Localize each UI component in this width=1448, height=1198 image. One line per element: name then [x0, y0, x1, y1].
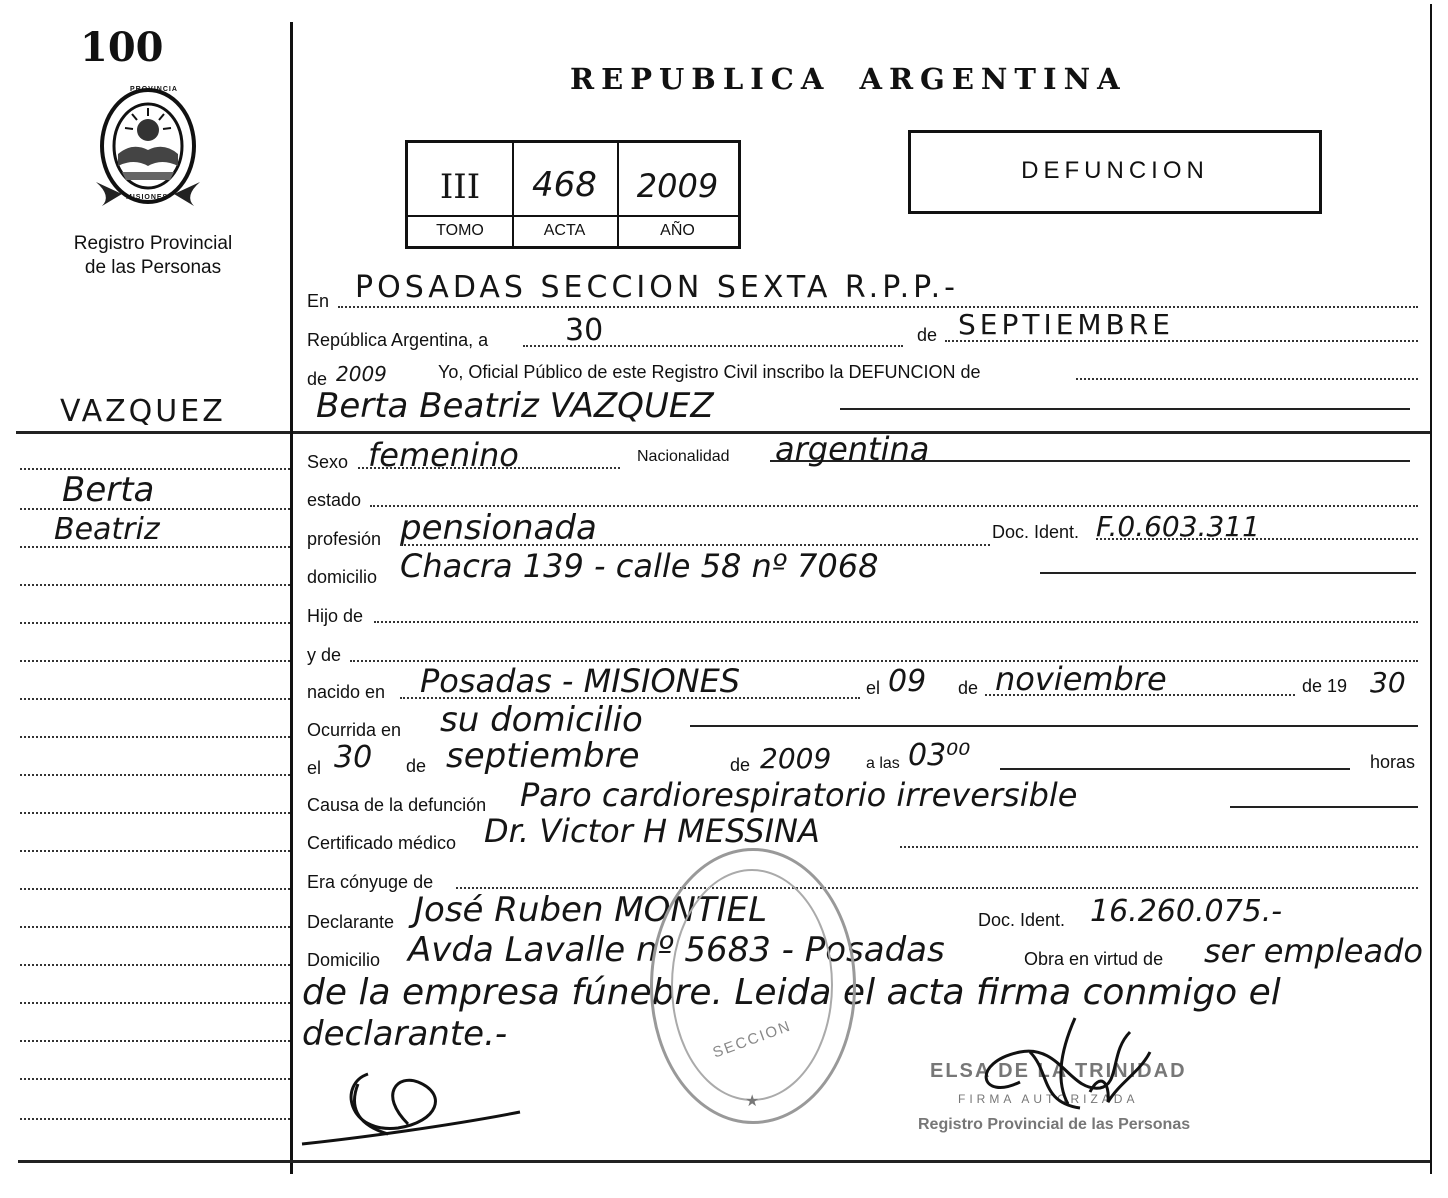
emblem-text-bottom: MISIONES [126, 194, 169, 201]
record-type: DEFUNCION [1021, 157, 1209, 184]
margin-first-name-1: Berta [62, 470, 155, 510]
yo-text: Yo, Oficial Público de este Registro Civil inscribo la DEFUNCION de [438, 362, 981, 382]
domicilio-label: domicilio [307, 567, 378, 587]
anio-value: 2009 [636, 167, 719, 205]
conyuge-label: Era cónyuge de [307, 872, 434, 892]
doc-value: F.0.603.311 [1096, 510, 1260, 543]
anio-label: AÑO [660, 222, 695, 239]
death-month: septiembre [446, 736, 640, 776]
estado-label: estado [307, 490, 362, 510]
el-label: el [866, 678, 881, 698]
official-seal [650, 848, 856, 1124]
de3-label: de [958, 678, 979, 698]
acta-value: 468 [532, 165, 597, 205]
obra-value: ser empleado [1204, 932, 1423, 970]
doc-label: Doc. Ident. [992, 522, 1080, 542]
declarant-signature [298, 1064, 528, 1154]
registry-name [40, 232, 266, 280]
yde-label: y de [307, 645, 342, 665]
bottom-border [18, 1160, 1430, 1163]
alas-label: a las [866, 755, 900, 772]
acta-label: ACTA [543, 222, 586, 239]
tomo-value: III [439, 167, 481, 207]
hijo-label: Hijo de [307, 606, 364, 626]
stamp-line-1: ELSA DE LA TRINIDAD [930, 1060, 1187, 1082]
de2-label: de [307, 369, 328, 389]
obra-label: Obra en virtud de [1024, 949, 1164, 969]
doc2-value: 16.260.075.- [1090, 894, 1283, 929]
record-number-box [405, 140, 741, 249]
de-label: de [917, 325, 938, 345]
rep-label: República Argentina, a [307, 330, 489, 350]
ocurrida-label: Ocurrida en [307, 720, 402, 740]
domicilio2-label: Domicilio [307, 950, 381, 970]
en-value: POSADAS SECCION SEXTA R.P.P.- [355, 270, 959, 305]
margin-first-name-2: Beatriz [54, 512, 160, 547]
country-title: REPUBLICA ARGENTINA [570, 62, 1127, 96]
profesion-label: profesión [307, 529, 382, 549]
declarante-label: Declarante [307, 912, 395, 932]
de-year-label: de 19 [1302, 676, 1348, 696]
nacido-day: 09 [888, 664, 927, 699]
stamp-line-2: FIRMA AUTORIZADA [958, 1092, 1139, 1106]
en-label: En [307, 291, 330, 311]
death-time: 03⁰⁰ [908, 738, 971, 773]
stamp-line-3: Registro Provincial de las Personas [918, 1116, 1191, 1133]
month-value: SEPTIEMBRE [958, 308, 1174, 341]
official-signature [960, 1012, 1160, 1122]
seal-text: SECCION [710, 1017, 794, 1062]
day-value: 30 [565, 313, 604, 348]
nacido-month: noviembre [995, 660, 1167, 698]
sexo-value: femenino [368, 436, 519, 474]
domicilio-value: Chacra 139 - calle 58 nº 7068 [400, 547, 879, 585]
nacido-value: Posadas - MISIONES [420, 662, 741, 700]
registry-name-line1: Registro Provincial [73, 233, 233, 254]
domicilio2-value: Avda Lavalle nº 5683 - Posadas [408, 930, 945, 970]
death-year: 2009 [760, 742, 832, 775]
registry-name-line2: de las Personas [84, 257, 222, 278]
seal-star-icon: ★ [745, 1093, 760, 1110]
declarante-value: José Ruben MONTIEL [414, 890, 768, 930]
el2-label: el [307, 758, 322, 778]
continuation-line-2: declarante.- [302, 1014, 508, 1054]
page-number: 100 [80, 24, 164, 71]
causa-label: Causa de la defunción [307, 795, 487, 815]
cert-label: Certificado médico [307, 833, 457, 853]
de5-label: de [730, 755, 751, 775]
sexo-label: Sexo [307, 452, 349, 472]
nacido-label: nacido en [307, 682, 386, 702]
continuation-line-1: de la empresa fúnebre. Leida el acta firma conmigo el [302, 972, 1281, 1013]
nacionalidad-label: Nacionalidad [637, 448, 730, 465]
column-divider [290, 22, 293, 1174]
death-day: 30 [334, 740, 373, 775]
profesion-value: pensionada [400, 508, 597, 548]
horas-label: horas [1370, 752, 1416, 772]
registry-emblem-icon [92, 84, 204, 210]
nacionalidad-value: argentina [775, 430, 930, 468]
ocurrida-value: su domicilio [440, 700, 643, 740]
record-type-box [908, 130, 1322, 214]
right-border [1430, 4, 1432, 1174]
de4-label: de [406, 756, 427, 776]
doc2-label: Doc. Ident. [978, 910, 1066, 930]
margin-separator [16, 431, 1432, 434]
deceased-name: Berta Beatriz VAZQUEZ [316, 386, 714, 426]
margin-surname: VAZQUEZ [60, 394, 226, 429]
emblem-text-top: PROVINCIA [130, 86, 178, 93]
tomo-label: TOMO [436, 222, 484, 239]
year-value: 2009 [336, 362, 387, 386]
cert-value: Dr. Victor H MESSINA [484, 812, 820, 850]
nacido-year-suffix: 30 [1370, 666, 1406, 699]
causa-value: Paro cardiorespiratorio irreversible [520, 776, 1078, 814]
